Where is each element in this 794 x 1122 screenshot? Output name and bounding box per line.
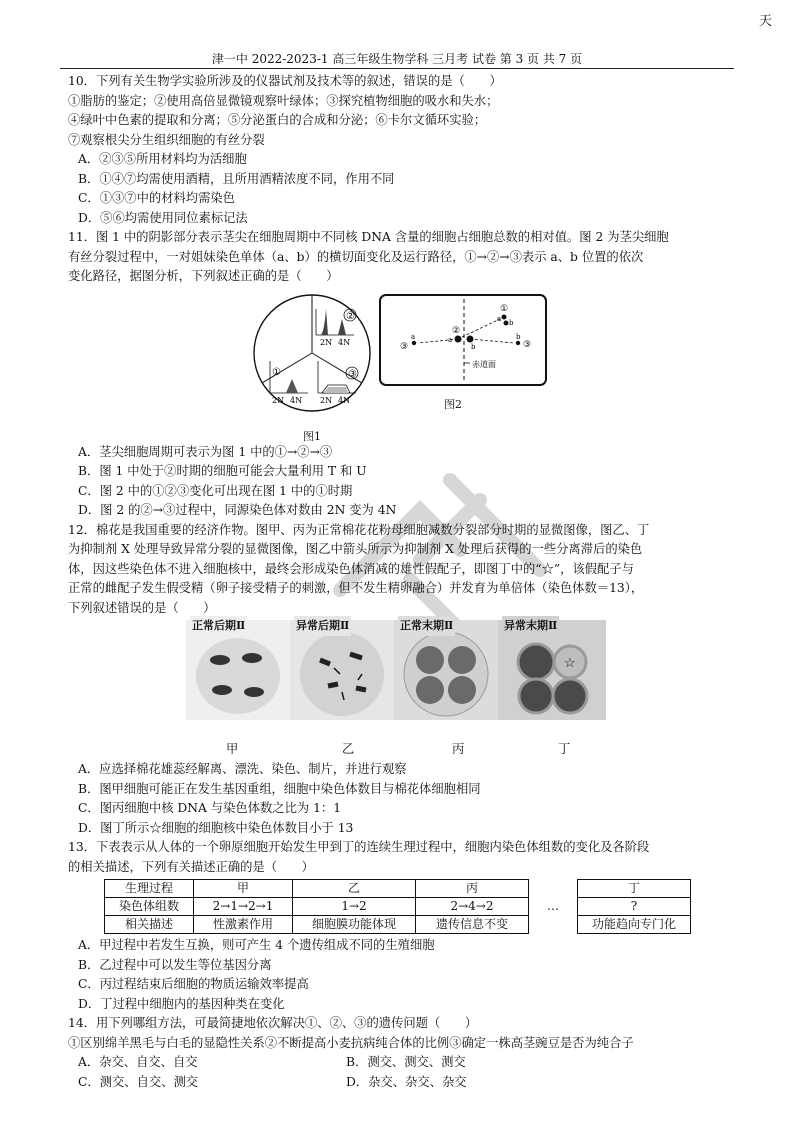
table-row — [105, 880, 691, 898]
q10-items-1: ①脂肪的鉴定；②使用高倍显微镜观察叶绿体；③探究植物细胞的吸水和失水； — [68, 93, 499, 108]
figure-2-caption: 图2 — [444, 398, 462, 411]
q13-stem-1: 13．下表表示从人体的一个卵原细胞开始发生甲到丁的连续生理过程中，细胞内染色体组数的变化及各阶段 — [68, 840, 650, 854]
fig2-label-a-mid: a — [448, 335, 453, 344]
q10-stem: 10．下列有关生物学实验所涉及的仪器试剂及技术等的叙述，错误的是（ ） — [68, 74, 502, 88]
q10-option-d: D．⑤⑥均需使用同位素标记法 — [78, 210, 248, 225]
q11-figures — [68, 289, 734, 443]
fig2-label-a-top: a — [497, 314, 502, 323]
q11-option-d: D．图 2 的②→③过程中，同源染色体对数由 2N 变为 4N — [78, 503, 397, 517]
figure-1-diagram — [250, 289, 374, 421]
table-cell: 丙 — [416, 880, 529, 898]
table-cell: 遗传信息不变 — [416, 916, 529, 934]
q12-stem-3: 体，因这些染色体不进入细胞核中，最终会形成染色体消减的雄性假配子，即图丁中的“☆”，该假配子与 — [68, 561, 634, 576]
micrograph-bing — [394, 620, 490, 720]
label-bing: 丙 — [452, 742, 465, 756]
micrograph-bing-title: 正常末期Ⅱ — [398, 616, 455, 636]
table-cell: 功能趋向专门化 — [578, 916, 691, 934]
label-ding: 丁 — [558, 742, 571, 756]
fig1-4n-label-right: 4N — [338, 395, 351, 405]
table-row — [105, 916, 691, 934]
fig2-label-b-right: b — [516, 332, 521, 341]
question-13 — [68, 838, 734, 1014]
fig2-equatorial-plate-label: 赤道面 — [472, 359, 496, 369]
q14-option-d: D．杂交、杂交、杂交 — [346, 1074, 467, 1089]
q12-option-a: A．应选择棉花雄蕊经解离、漂洗、染色、制片，并进行观察 — [78, 762, 407, 776]
fig1-2n-label-right: 2N — [320, 395, 333, 405]
question-11 — [68, 228, 734, 521]
fig1-phase-1: ① — [272, 366, 281, 378]
q13-table — [104, 879, 691, 934]
corner-mark: 天 — [758, 14, 772, 29]
exam-content — [68, 72, 734, 1092]
micrograph-ding-star: ☆ — [564, 656, 576, 671]
question-10 — [68, 72, 734, 228]
fig2-position-1: ① — [500, 303, 509, 314]
fig2-position-3-right: ③ — [523, 339, 532, 350]
fig2-label-b-top: b — [509, 318, 514, 327]
q13-stem-2: 的相关描述，下列有关描述正确的是（ ） — [68, 859, 314, 874]
micrograph-jia — [186, 620, 282, 720]
figure-1-caption: 图1 — [303, 430, 321, 443]
q14-option-c: C．测交、自交、测交 — [78, 1074, 199, 1089]
table-cell: 2→4→2 — [416, 898, 529, 916]
q12-stem-1: 12．棉花是我国重要的经济作物。图甲、丙为正常棉花花粉母细胞减数分裂部分时期的显微图像，图乙、丁 — [68, 522, 650, 537]
q12-stem-4: 正常的雌配子发生假受精（卵子接受精子的刺激，但不发生精卵融合）并发育为单倍体（染色体数＝13）， — [68, 581, 644, 595]
q11-stem-3: 变化路径，据图分析，下列叙述正确的是（ ） — [68, 269, 339, 283]
micrograph-ding-title: 异常末期Ⅱ — [502, 616, 559, 636]
q10-option-a: A．②③⑤所用材料均为活细胞 — [78, 152, 247, 166]
question-14 — [68, 1014, 734, 1092]
q12-option-c: C．图丙细胞中核 DNA 与染色体数之比为 1：1 — [78, 801, 342, 815]
fig1-4n-label-top: 4N — [338, 337, 351, 347]
table-cell: 乙 — [293, 880, 416, 898]
q11-option-b: B．图 1 中处于②时期的细胞可能会大量利用 T 和 U — [78, 464, 367, 478]
table-cell: ? — [578, 898, 691, 916]
figure-1 — [250, 289, 374, 443]
q14-items: ①区别绵羊黑毛与白毛的显隐性关系②不断提高小麦抗病纯合体的比例③确定一株高茎豌豆是否为纯合子 — [68, 1035, 634, 1050]
q11-stem-2: 有丝分裂过程中，一对姐妹染色单体（a、b）的横切面变化及运行路径，①→②→③表示 a、b 位置的依次 — [68, 249, 644, 264]
micrograph-jia-title: 正常后期Ⅱ — [190, 616, 247, 636]
table-cell: 1→2 — [293, 898, 416, 916]
fig2-position-2: ② — [452, 325, 461, 336]
micrograph-ding — [498, 620, 594, 720]
table-cell: 细胞膜功能体现 — [293, 916, 416, 934]
fig1-phase-3: ③ — [348, 368, 357, 380]
q12-option-d: D．图丁所示☆细胞的细胞核中染色体数目小于 13 — [78, 820, 354, 835]
fig2-label-b-mid: b — [471, 342, 476, 351]
table-cell: 生理过程 — [105, 880, 194, 898]
fig2-position-3-left: ③ — [400, 341, 409, 352]
fig2-label-a-left: a — [411, 332, 416, 341]
table-cell: 性激素作用 — [194, 916, 293, 934]
q12-micrograph-labels — [68, 740, 734, 760]
q11-option-a: A．茎尖细胞周期可表示为图 1 中的①→②→③ — [78, 444, 333, 459]
table-cell: 丁 — [578, 880, 691, 898]
figure-2-diagram — [378, 293, 548, 389]
q11-stem-1: 11．图 1 中的阴影部分表示茎尖在细胞周期中不同核 DNA 含量的细胞占细胞总数的相对值。图 2 为茎尖细胞 — [68, 230, 669, 244]
fig1-4n-label-left: 4N — [290, 395, 303, 405]
label-jia: 甲 — [226, 742, 239, 756]
q10-option-c: C．①③⑦中的材料均需染色 — [78, 191, 235, 205]
q12-micrographs — [68, 620, 734, 738]
fig1-2n-label-top: 2N — [320, 337, 333, 347]
q14-options-row-1 — [68, 1053, 734, 1073]
table-cell: 相关描述 — [105, 916, 194, 934]
table-row — [105, 898, 691, 916]
page-header: 津一中 2022-2023-1 高三年级生物学科 三月考 试卷 第 3 页 共 7 页 — [60, 50, 734, 69]
micrograph-yi — [290, 620, 386, 720]
q13-option-b: B．乙过程中可以发生等位基因分离 — [78, 957, 272, 972]
question-12 — [68, 521, 734, 839]
q10-items-2: ④绿叶中色素的提取和分离；⑤分泌蛋白的合成和分泌；⑥卡尔文循环实验； — [68, 113, 487, 127]
table-cell: 染色体组数 — [105, 898, 194, 916]
table-cell-ellipsis: … — [529, 880, 578, 934]
q14-options-row-2 — [68, 1073, 734, 1093]
q12-option-b: B．图甲细胞可能正在发生基因重组，细胞中染色体数目与棉花体细胞相同 — [78, 781, 481, 796]
q13-option-a: A．甲过程中若发生互换，则可产生 4 个遗传组成不同的生殖细胞 — [78, 938, 435, 952]
q12-stem-2: 为抑制剂 X 处理导致异常分裂的显微图像，图乙中箭头所示为抑制剂 X 处理后获得的一些分离滞后的染色 — [68, 542, 643, 556]
q14-option-a: A．杂交、自交、自交 — [78, 1055, 198, 1069]
table-cell: 甲 — [194, 880, 293, 898]
q10-items-3: ⑦观察根尖分生组织细胞的有丝分裂 — [68, 132, 265, 147]
q14-stem: 14．用下列哪组方法，可最简捷地依次解决①、②、③的遗传问题（ ） — [68, 1016, 478, 1030]
q13-option-c: C．丙过程结束后细胞的物质运输效率提高 — [78, 977, 309, 991]
label-yi: 乙 — [342, 742, 355, 756]
q10-option-b: B．①④⑦均需使用酒精，且所用酒精浓度不同，作用不同 — [78, 171, 395, 186]
q14-option-b: B．测交、测交、测交 — [346, 1055, 466, 1069]
fig1-2n-label-left: 2N — [272, 395, 285, 405]
figure-2 — [378, 293, 548, 439]
q11-option-c: C．图 2 中的①②③变化可出现在图 1 中的①时期 — [78, 483, 353, 498]
fig1-phase-2: ② — [346, 310, 355, 322]
table-cell: 2→1→2→1 — [194, 898, 293, 916]
micrograph-yi-title: 异常后期Ⅱ — [294, 616, 351, 636]
q12-stem-5: 下列叙述错误的是（ ） — [68, 600, 216, 615]
q13-option-d: D．丁过程中细胞内的基因种类在变化 — [78, 996, 285, 1011]
